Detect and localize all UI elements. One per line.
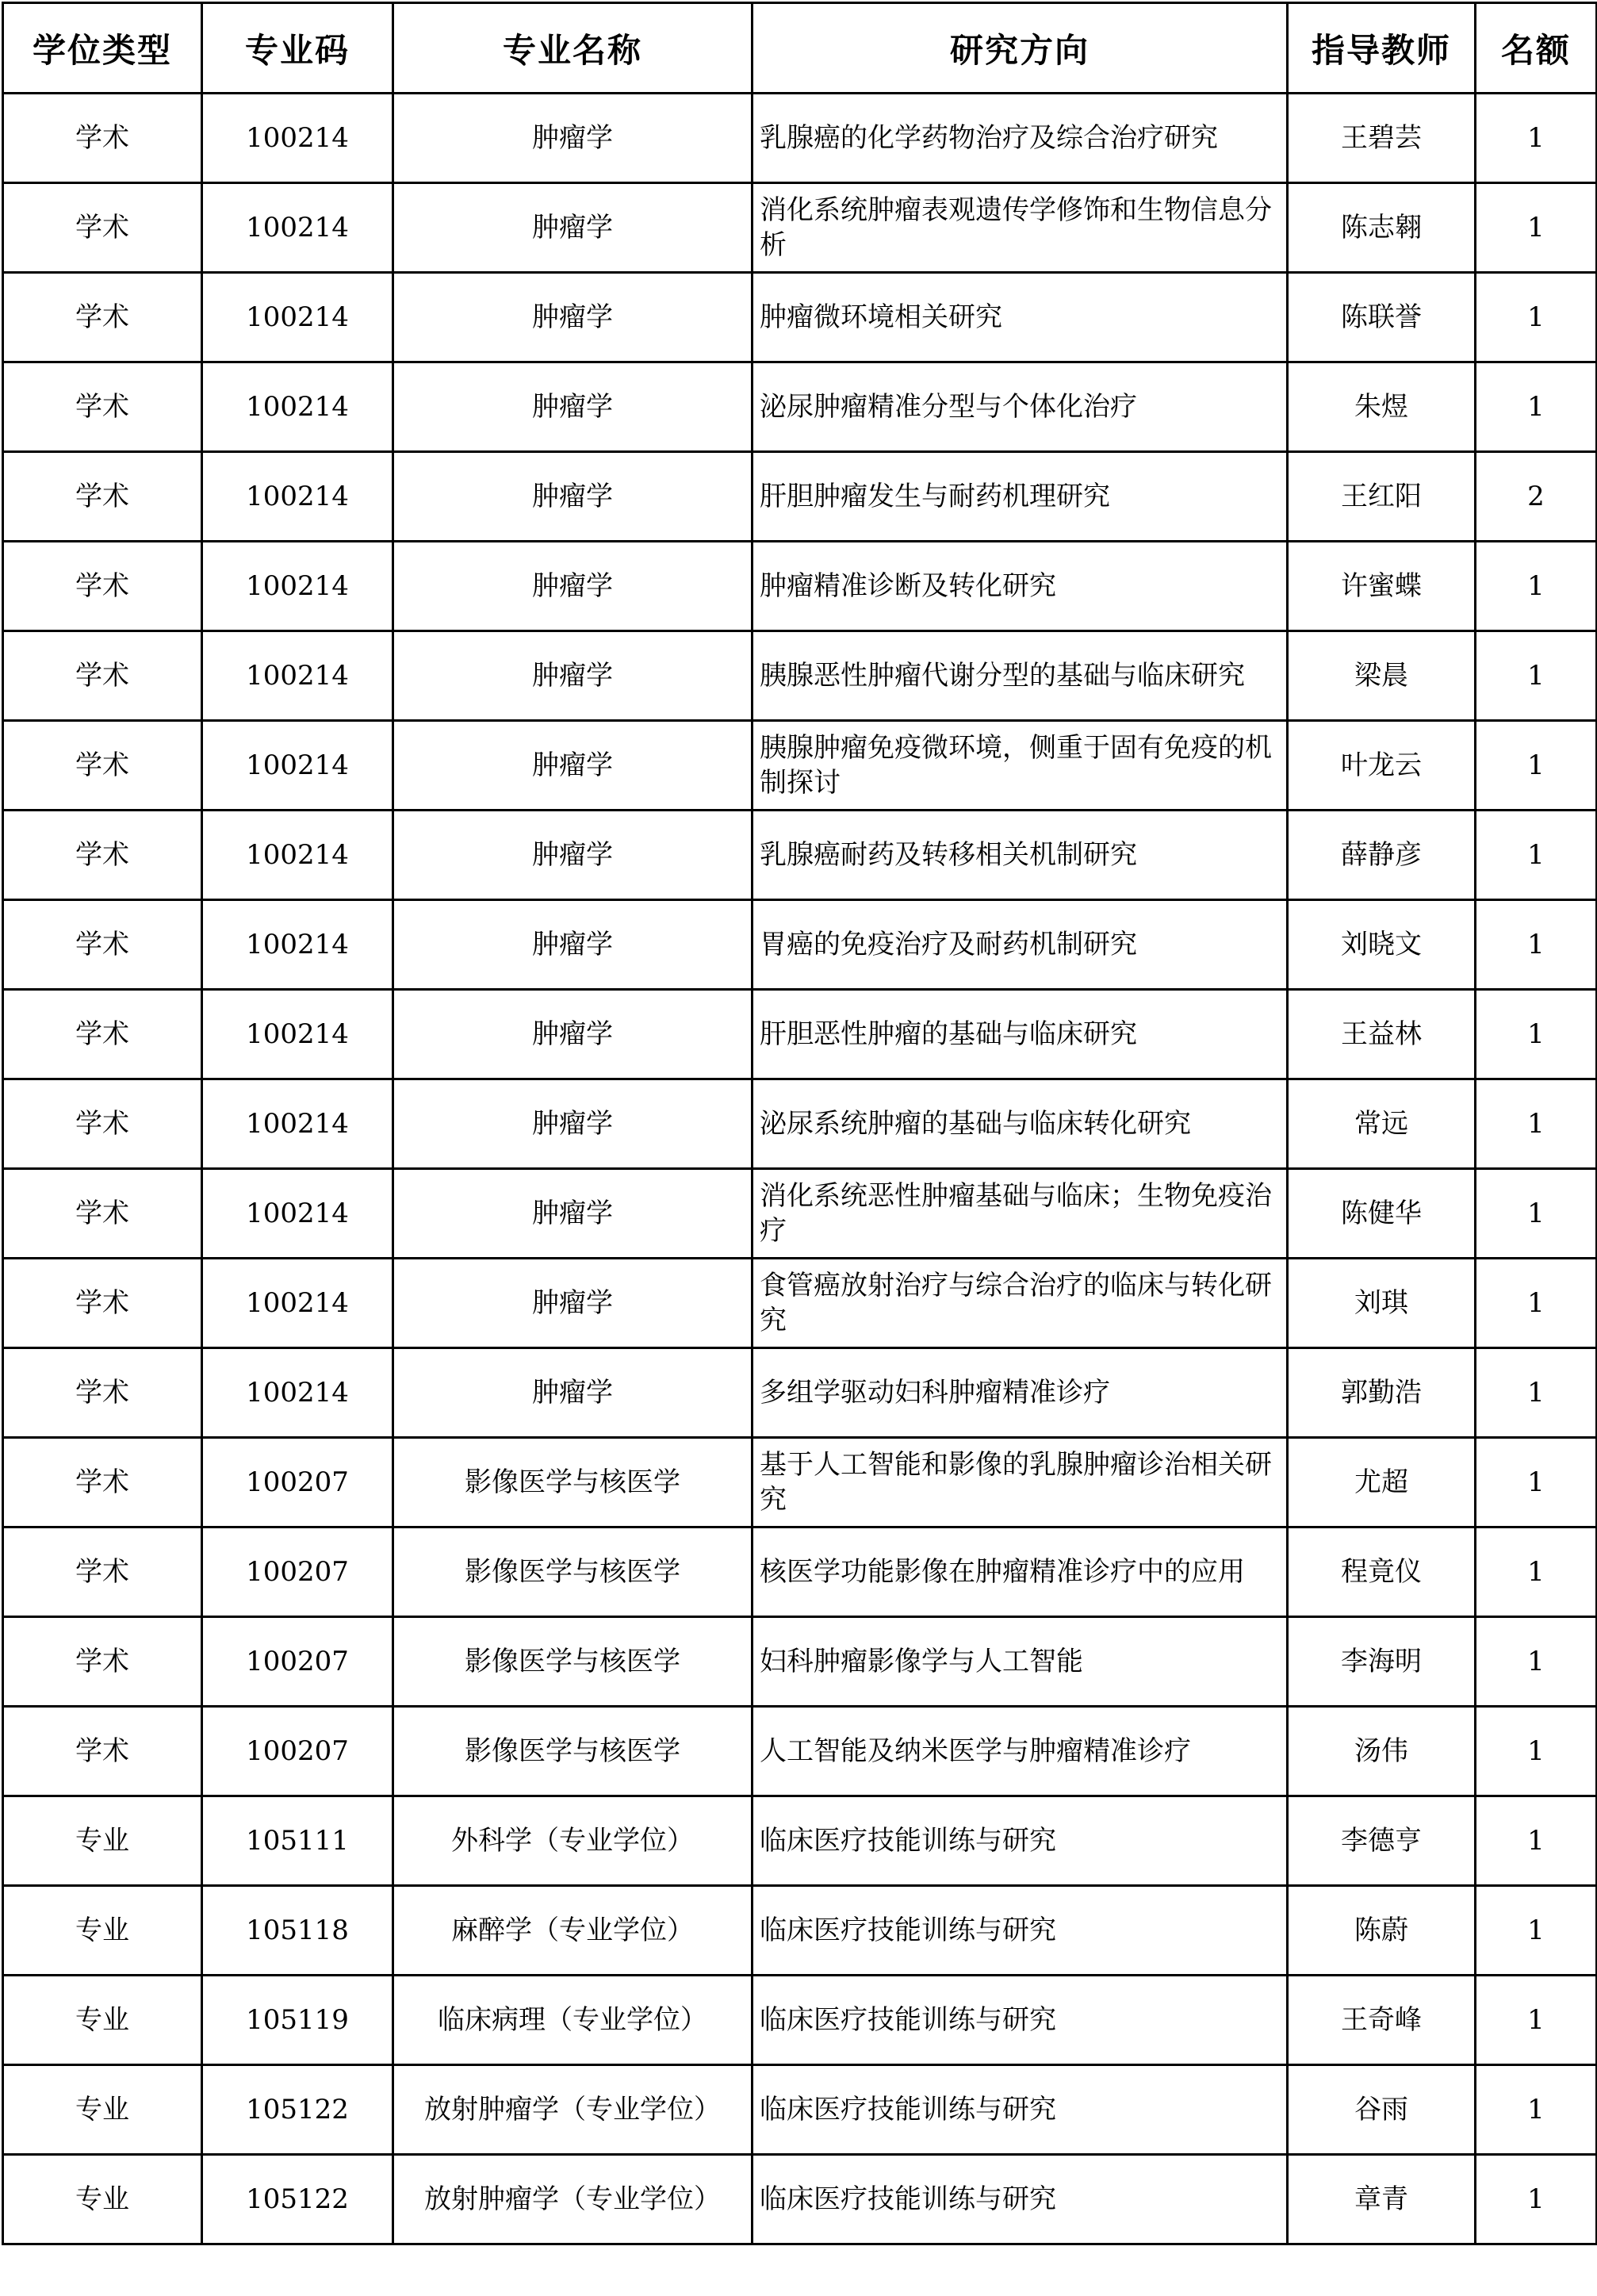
major-code-cell: 100214 [202,273,393,362]
major-code-cell: 100214 [202,1348,393,1438]
major-name-cell: 放射肿瘤学（专业学位） [393,2155,753,2244]
research-direction-cell: 乳腺癌耐药及转移相关机制研究 [753,811,1288,900]
table-row [3,1976,1597,2065]
major-name-cell: 影像医学与核医学 [393,1438,753,1527]
research-direction-cell: 消化系统恶性肿瘤基础与临床；生物免疫治疗 [753,1169,1288,1259]
major-name-cell: 肿瘤学 [393,1169,753,1259]
degree-type-cell: 学术 [3,1079,202,1169]
major-code-cell: 105122 [202,2065,393,2155]
degree-type-cell: 学术 [3,452,202,542]
degree-type-cell: 专业 [3,2155,202,2244]
research-direction-cell: 胃癌的免疫治疗及耐药机制研究 [753,900,1288,990]
research-direction-cell: 泌尿系统肿瘤的基础与临床转化研究 [753,1079,1288,1169]
degree-type-cell: 学术 [3,1259,202,1348]
major-name-cell: 肿瘤学 [393,1259,753,1348]
research-direction-cell: 肝胆肿瘤发生与耐药机理研究 [753,452,1288,542]
research-direction-cell: 临床医疗技能训练与研究 [753,1796,1288,1886]
supervisor-cell: 章青 [1288,2155,1476,2244]
major-code-cell: 100207 [202,1707,393,1796]
major-name-cell: 影像医学与核医学 [393,1617,753,1707]
quota-cell: 1 [1476,1707,1597,1796]
major-name-cell: 肿瘤学 [393,811,753,900]
research-direction-cell: 妇科肿瘤影像学与人工智能 [753,1617,1288,1707]
research-direction-cell: 基于人工智能和影像的乳腺肿瘤诊治相关研究 [753,1438,1288,1527]
research-direction-cell: 肿瘤精准诊断及转化研究 [753,542,1288,631]
supervisor-cell: 汤伟 [1288,1707,1476,1796]
quota-cell: 1 [1476,631,1597,721]
degree-type-cell: 学术 [3,183,202,273]
research-direction-cell: 消化系统肿瘤表观遗传学修饰和生物信息分析 [753,183,1288,273]
quota-cell: 1 [1476,1527,1597,1617]
degree-type-cell: 学术 [3,362,202,452]
supervisor-cell: 薛静彦 [1288,811,1476,900]
quota-cell: 1 [1476,1796,1597,1886]
enrollment-table [2,2,1597,2245]
quota-cell: 1 [1476,721,1597,811]
major-code-cell: 100214 [202,811,393,900]
quota-cell: 1 [1476,1886,1597,1976]
supervisor-cell: 常远 [1288,1079,1476,1169]
major-code-cell: 105111 [202,1796,393,1886]
research-direction-cell: 临床医疗技能训练与研究 [753,1976,1288,2065]
degree-type-cell: 学术 [3,721,202,811]
supervisor-cell: 叶龙云 [1288,721,1476,811]
major-code-cell: 100214 [202,900,393,990]
degree-type-cell: 学术 [3,990,202,1079]
major-name-cell: 肿瘤学 [393,542,753,631]
header-major-name: 专业名称 [393,3,753,94]
major-name-cell: 肿瘤学 [393,362,753,452]
table-row [3,94,1597,183]
supervisor-cell: 陈健华 [1288,1169,1476,1259]
major-code-cell: 105119 [202,1976,393,2065]
research-direction-cell: 肝胆恶性肿瘤的基础与临床研究 [753,990,1288,1079]
table-row [3,2065,1597,2155]
table-row [3,1527,1597,1617]
research-direction-cell: 临床医疗技能训练与研究 [753,2065,1288,2155]
major-code-cell: 100214 [202,94,393,183]
degree-type-cell: 专业 [3,1796,202,1886]
quota-cell: 1 [1476,900,1597,990]
major-code-cell: 100207 [202,1527,393,1617]
major-name-cell: 肿瘤学 [393,990,753,1079]
table-row [3,1169,1597,1259]
header-row [3,3,1597,94]
major-code-cell: 105118 [202,1886,393,1976]
supervisor-cell: 郭勤浩 [1288,1348,1476,1438]
table-row [3,1079,1597,1169]
major-name-cell: 麻醉学（专业学位） [393,1886,753,1976]
major-name-cell: 临床病理（专业学位） [393,1976,753,2065]
supervisor-cell: 刘晓文 [1288,900,1476,990]
supervisor-cell: 陈联誉 [1288,273,1476,362]
major-name-cell: 影像医学与核医学 [393,1707,753,1796]
table-row [3,1707,1597,1796]
table-row [3,273,1597,362]
research-direction-cell: 肿瘤微环境相关研究 [753,273,1288,362]
supervisor-cell: 刘琪 [1288,1259,1476,1348]
major-name-cell: 放射肿瘤学（专业学位） [393,2065,753,2155]
table-row [3,1348,1597,1438]
research-direction-cell: 乳腺癌的化学药物治疗及综合治疗研究 [753,94,1288,183]
table-row [3,1617,1597,1707]
degree-type-cell: 学术 [3,631,202,721]
table-row [3,811,1597,900]
degree-type-cell: 学术 [3,1617,202,1707]
supervisor-cell: 陈志翱 [1288,183,1476,273]
table-row [3,631,1597,721]
supervisor-cell: 王奇峰 [1288,1976,1476,2065]
major-code-cell: 100214 [202,631,393,721]
major-code-cell: 100214 [202,452,393,542]
major-name-cell: 外科学（专业学位） [393,1796,753,1886]
major-name-cell: 肿瘤学 [393,900,753,990]
degree-type-cell: 学术 [3,1438,202,1527]
header-major-code: 专业码 [202,3,393,94]
research-direction-cell: 核医学功能影像在肿瘤精准诊疗中的应用 [753,1527,1288,1617]
degree-type-cell: 专业 [3,1976,202,2065]
supervisor-cell: 陈蔚 [1288,1886,1476,1976]
research-direction-cell: 食管癌放射治疗与综合治疗的临床与转化研究 [753,1259,1288,1348]
quota-cell: 1 [1476,1438,1597,1527]
table-row [3,452,1597,542]
degree-type-cell: 学术 [3,1348,202,1438]
supervisor-cell: 尤超 [1288,1438,1476,1527]
supervisor-cell: 李德亨 [1288,1796,1476,1886]
major-name-cell: 肿瘤学 [393,1079,753,1169]
quota-cell: 1 [1476,2155,1597,2244]
degree-type-cell: 专业 [3,1886,202,1976]
major-code-cell: 105122 [202,2155,393,2244]
major-code-cell: 100207 [202,1438,393,1527]
table-row [3,2155,1597,2244]
degree-type-cell: 学术 [3,94,202,183]
table-row [3,721,1597,811]
degree-type-cell: 学术 [3,1707,202,1796]
major-name-cell: 影像医学与核医学 [393,1527,753,1617]
quota-cell: 1 [1476,1976,1597,2065]
research-direction-cell: 临床医疗技能训练与研究 [753,1886,1288,1976]
major-code-cell: 100214 [202,542,393,631]
header-research-direction: 研究方向 [753,3,1288,94]
research-direction-cell: 胰腺恶性肿瘤代谢分型的基础与临床研究 [753,631,1288,721]
major-name-cell: 肿瘤学 [393,721,753,811]
table-row [3,183,1597,273]
degree-type-cell: 专业 [3,2065,202,2155]
header-degree-type: 学位类型 [3,3,202,94]
major-code-cell: 100214 [202,990,393,1079]
degree-type-cell: 学术 [3,542,202,631]
supervisor-cell: 李海明 [1288,1617,1476,1707]
supervisor-cell: 朱煜 [1288,362,1476,452]
research-direction-cell: 临床医疗技能训练与研究 [753,2155,1288,2244]
quota-cell: 1 [1476,811,1597,900]
degree-type-cell: 学术 [3,900,202,990]
supervisor-cell: 梁晨 [1288,631,1476,721]
major-code-cell: 100214 [202,1259,393,1348]
quota-cell: 1 [1476,1348,1597,1438]
major-code-cell: 100207 [202,1617,393,1707]
major-name-cell: 肿瘤学 [393,452,753,542]
quota-cell: 2 [1476,452,1597,542]
supervisor-cell: 程竟仪 [1288,1527,1476,1617]
supervisor-cell: 王碧芸 [1288,94,1476,183]
major-name-cell: 肿瘤学 [393,631,753,721]
major-name-cell: 肿瘤学 [393,273,753,362]
major-code-cell: 100214 [202,1079,393,1169]
major-name-cell: 肿瘤学 [393,1348,753,1438]
table-row [3,900,1597,990]
research-direction-cell: 多组学驱动妇科肿瘤精准诊疗 [753,1348,1288,1438]
quota-cell: 1 [1476,362,1597,452]
quota-cell: 1 [1476,990,1597,1079]
quota-cell: 1 [1476,2065,1597,2155]
quota-cell: 1 [1476,1259,1597,1348]
table-row [3,1886,1597,1976]
major-code-cell: 100214 [202,183,393,273]
major-code-cell: 100214 [202,1169,393,1259]
quota-cell: 1 [1476,94,1597,183]
table-row [3,1796,1597,1886]
major-name-cell: 肿瘤学 [393,183,753,273]
quota-cell: 1 [1476,1617,1597,1707]
table-row [3,990,1597,1079]
header-supervisor: 指导教师 [1288,3,1476,94]
quota-cell: 1 [1476,1079,1597,1169]
supervisor-cell: 许蜜蝶 [1288,542,1476,631]
research-direction-cell: 泌尿肿瘤精准分型与个体化治疗 [753,362,1288,452]
degree-type-cell: 学术 [3,1169,202,1259]
quota-cell: 1 [1476,183,1597,273]
quota-cell: 1 [1476,1169,1597,1259]
quota-cell: 1 [1476,542,1597,631]
supervisor-cell: 王益林 [1288,990,1476,1079]
major-code-cell: 100214 [202,721,393,811]
degree-type-cell: 学术 [3,273,202,362]
table-row [3,362,1597,452]
supervisor-cell: 王红阳 [1288,452,1476,542]
major-name-cell: 肿瘤学 [393,94,753,183]
degree-type-cell: 学术 [3,811,202,900]
header-quota: 名额 [1476,3,1597,94]
quota-cell: 1 [1476,273,1597,362]
research-direction-cell: 人工智能及纳米医学与肿瘤精准诊疗 [753,1707,1288,1796]
table-header [3,3,1597,94]
supervisor-cell: 谷雨 [1288,2065,1476,2155]
table-row [3,542,1597,631]
research-direction-cell: 胰腺肿瘤免疫微环境，侧重于固有免疫的机制探讨 [753,721,1288,811]
major-code-cell: 100214 [202,362,393,452]
table-row [3,1438,1597,1527]
table-row [3,1259,1597,1348]
degree-type-cell: 学术 [3,1527,202,1617]
table-body [3,94,1597,2244]
